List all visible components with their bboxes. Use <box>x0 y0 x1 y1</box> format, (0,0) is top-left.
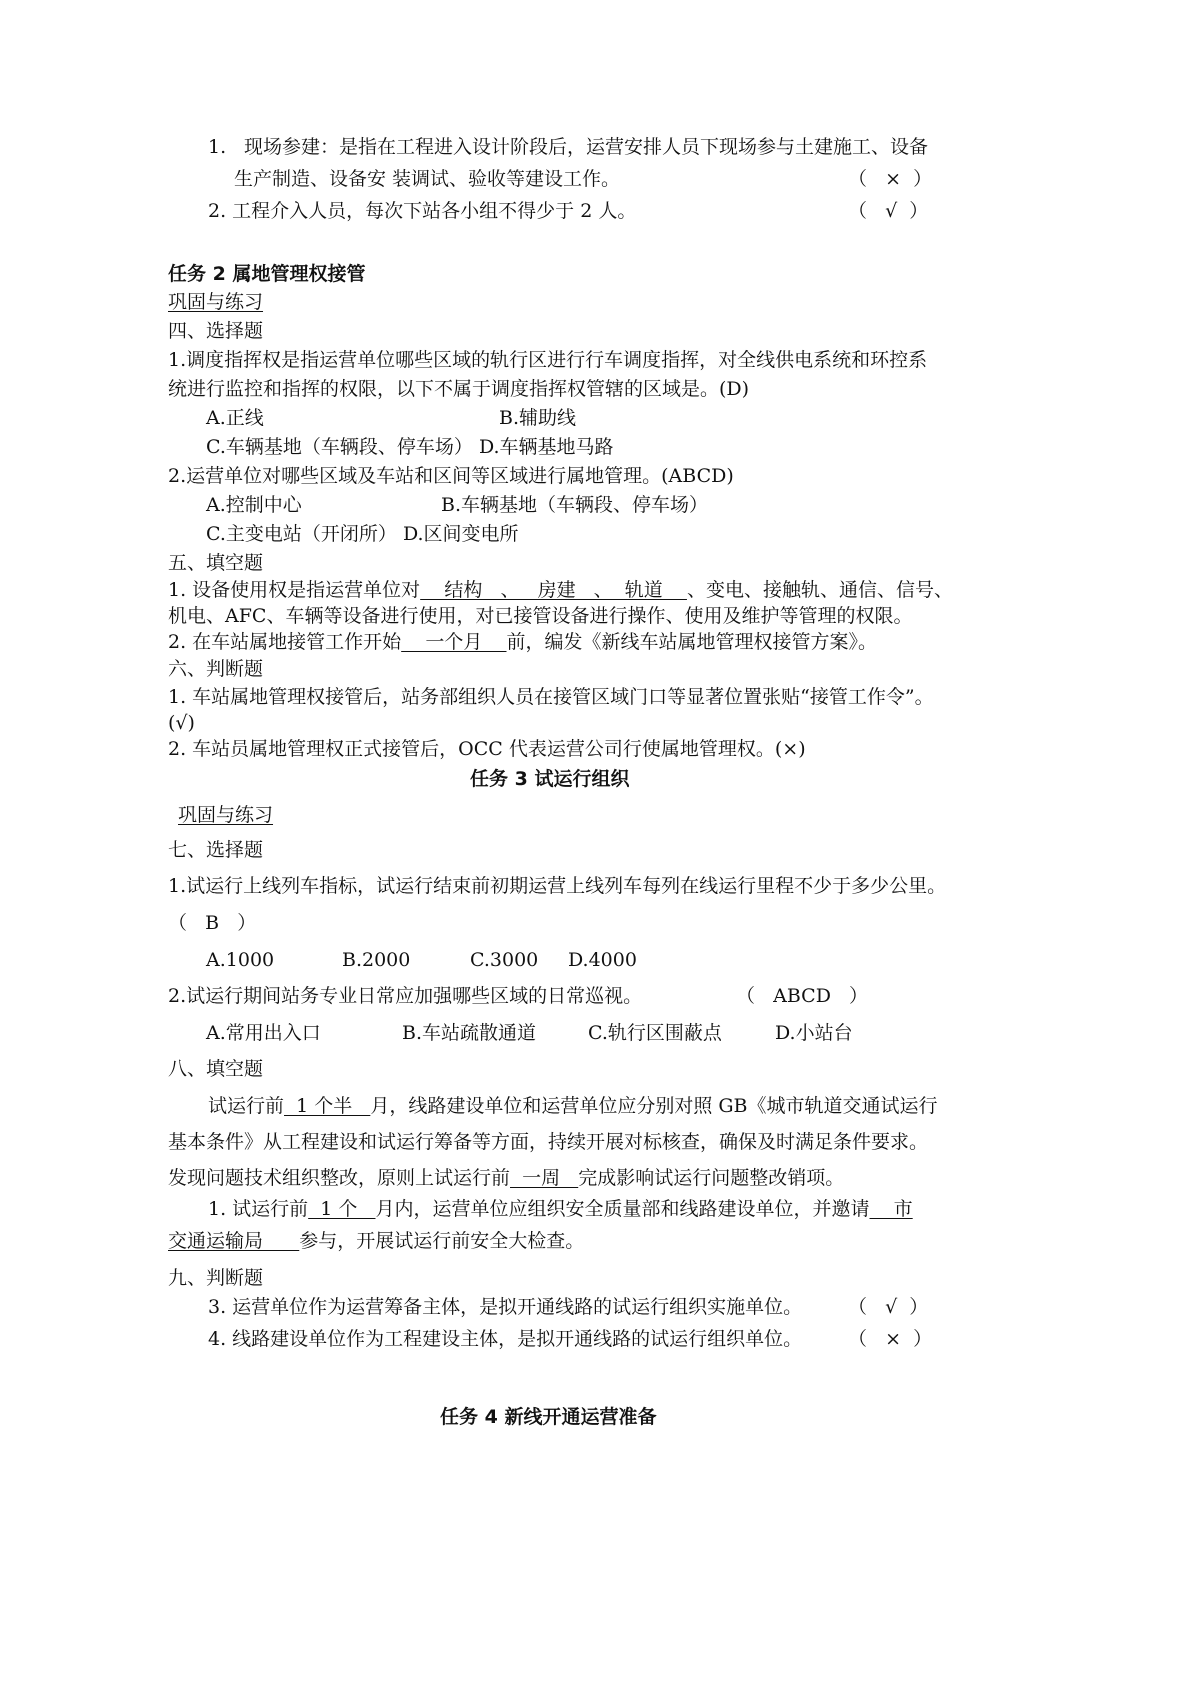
task3-practice: 巩固与练习 <box>178 804 274 826</box>
t3-q2-optA: A.常用出入口 <box>206 1022 321 1044</box>
t2-q2-optB: B.车辆基地（车辆段、停车场） <box>441 494 709 516</box>
t3-q2-answer: （ ABCD ） <box>736 985 869 1007</box>
t2-f1-line1: 1. 设备使用权是指运营单位对 结构 、 房建 、 轨道 、变电、接触轨、通信、信号、 <box>168 579 953 601</box>
t3-f1-line2: 交通运输局 参与，开展试运行前安全大检查。 <box>168 1230 585 1252</box>
t2-j1-line1: 1. 车站属地管理权接管后，站务部组织人员在接管区域门口等显著位置张贴“接管工作令”。 <box>168 686 934 708</box>
t3-j3: 3. 运营单位作为运营筹备主体，是拟开通线路的试运行组织实施单位。 <box>208 1296 803 1318</box>
t3-q2-optD: D.小站台 <box>775 1022 853 1044</box>
t3-q1-optA: A.1000 <box>206 949 275 971</box>
t3-q2-optB: B.车站疏散通道 <box>402 1022 537 1044</box>
t2-f2: 2. 在车站属地接管工作开始 一个月 前，编发《新线车站属地管理权接管方案》。 <box>168 631 878 653</box>
t2-q2: 2.运营单位对哪些区域及车站和区间等区域进行属地管理。(ABCD) <box>168 465 734 487</box>
t3-p1-line2: 基本条件》从工程建设和试运行筹备等方面，持续开展对标核查，确保及时满足条件要求。 <box>168 1131 929 1153</box>
t2-j2: 2. 车站员属地管理权正式接管后，OCC 代表运营公司行使属地管理权。(×) <box>168 738 806 760</box>
task3-sec8: 八、填空题 <box>168 1058 264 1080</box>
t1-j1-line1: 现场参建：是指在工程进入设计阶段后，运营安排人员下现场参与土建施工、设备 <box>244 136 929 158</box>
t1-j1-answer: （ × ） <box>848 168 933 190</box>
t3-j4-answer: （ × ） <box>848 1328 933 1350</box>
t1-j2-answer: （ √ ） <box>848 200 929 222</box>
t2-j1-line2: (√) <box>168 712 195 734</box>
t2-q2-optCD: C.主变电站（开闭所） D.区间变电所 <box>206 523 519 545</box>
t3-q1-line1: 1.试运行上线列车指标，试运行结束前初期运营上线列车每列在线运行里程不少于多少公里。 <box>168 875 947 897</box>
task3-sec9: 九、判断题 <box>168 1267 264 1289</box>
t3-f1-line1: 1. 试运行前 1 个 月内，运营单位应组织安全质量部和线路建设单位，并邀请 市 <box>208 1198 913 1220</box>
task2-sec4: 四、选择题 <box>168 320 264 342</box>
t1-j1-line2: 生产制造、设备安 装调试、验收等建设工作。 <box>234 168 621 190</box>
t3-q2: 2.试运行期间站务专业日常应加强哪些区域的日常巡视。 <box>168 985 643 1007</box>
t1-j2: 2. 工程介入人员，每次下站各小组不得少于 2 人。 <box>208 200 637 222</box>
task2-title: 任务 2 属地管理权接管 <box>168 263 366 285</box>
t2-f1-line2: 机电、AFC、车辆等设备进行使用，对已接管设备进行操作、使用及维护等管理的权限。 <box>168 605 913 627</box>
task2-practice: 巩固与练习 <box>168 291 264 313</box>
t1-j1-num: 1. <box>208 136 227 158</box>
t3-p1-line3: 发现问题技术组织整改，原则上试运行前 一周 完成影响试运行问题整改销项。 <box>168 1167 845 1189</box>
t3-q1-optD: D.4000 <box>568 949 637 971</box>
t3-j3-answer: （ √ ） <box>848 1296 929 1318</box>
task3-title: 任务 3 试运行组织 <box>470 768 630 790</box>
t3-j4: 4. 线路建设单位作为工程建设主体，是拟开通线路的试运行组织单位。 <box>208 1328 803 1350</box>
task2-sec5: 五、填空题 <box>168 552 264 574</box>
task3-sec7: 七、选择题 <box>168 839 264 861</box>
t3-p1-line1: 试运行前 1 个半 月，线路建设单位和运营单位应分别对照 GB《城市轨道交通试运行 <box>208 1095 938 1117</box>
t2-q1-line1: 1.调度指挥权是指运营单位哪些区域的轨行区进行行车调度指挥，对全线供电系统和环控系 <box>168 349 928 371</box>
t2-q1-optB: B.辅助线 <box>499 407 577 429</box>
t3-q1-line2: （ B ） <box>168 912 257 934</box>
t3-q1-optB: B.2000 <box>342 949 411 971</box>
task4-title: 任务 4 新线开通运营准备 <box>440 1406 657 1428</box>
task2-sec6: 六、判断题 <box>168 658 264 680</box>
t3-q2-optC: C.轨行区围蔽点 <box>588 1022 722 1044</box>
t2-q2-optA: A.控制中心 <box>206 494 302 516</box>
t2-q1-line2: 统进行监控和指挥的权限，以下不属于调度指挥权管辖的区域是。(D) <box>168 378 750 400</box>
t3-q1-optC: C.3000 <box>470 949 539 971</box>
t2-q1-optA: A.正线 <box>206 407 264 429</box>
t2-q1-optCD: C.车辆基地（车辆段、停车场） D.车辆基地马路 <box>206 436 614 458</box>
